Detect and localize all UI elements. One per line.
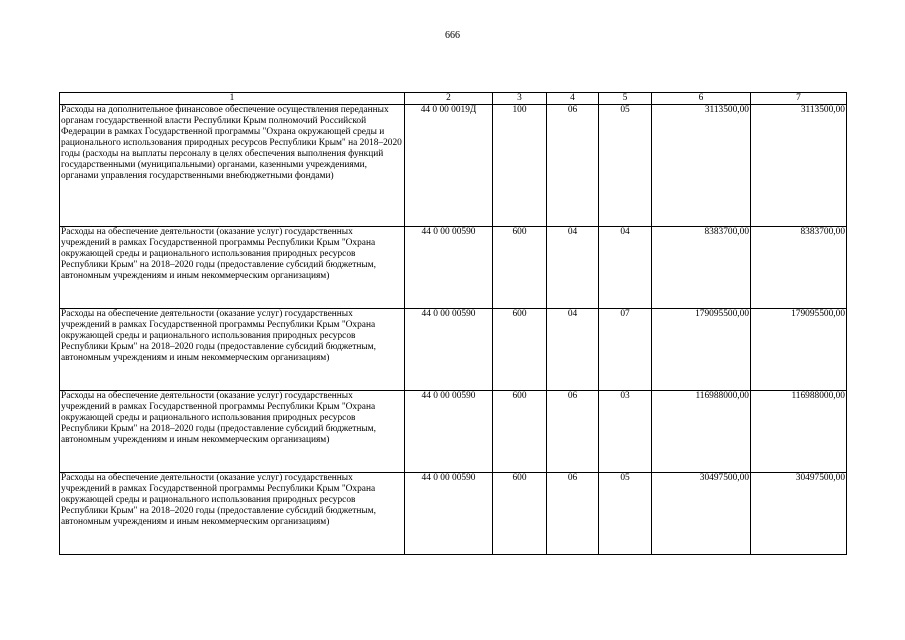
- header-row: [60, 93, 847, 105]
- section-code: 04: [547, 227, 599, 309]
- column-header: 3: [493, 93, 547, 105]
- amount-col6: 8383700,00: [652, 227, 751, 309]
- column-header: 5: [599, 93, 652, 105]
- subsection-code: 03: [599, 391, 652, 473]
- target-code: 44 0 00 00590: [405, 391, 493, 473]
- expense-type: 600: [493, 227, 547, 309]
- section-code: 06: [547, 105, 599, 227]
- subsection-code: 07: [599, 309, 652, 391]
- target-code: 44 0 00 00590: [405, 309, 493, 391]
- row-description: Расходы на обеспечение деятельности (оказание услуг) государственных учреждений в рамках Государственной программы Республики Крым "Охрана окружающей среды и рационального использования природных ресурсов Республики Крым" на 2018–2020 годы (предоставление субсидий бюджетным, автономным учреждениям и иным некоммерческим организациям): [60, 473, 405, 555]
- subsection-code: 04: [599, 227, 652, 309]
- table-row: [60, 391, 847, 473]
- table-row: [60, 309, 847, 391]
- row-description: Расходы на обеспечение деятельности (оказание услуг) государственных учреждений в рамках Государственной программы Республики Крым "Охрана окружающей среды и рационального использования природных ресурсов Республики Крым" на 2018–2020 годы (предоставление субсидий бюджетным, автономным учреждениям и иным некоммерческим организациям): [60, 309, 405, 391]
- amount-col6: 30497500,00: [652, 473, 751, 555]
- amount-col6: 3113500,00: [652, 105, 751, 227]
- section-code: 04: [547, 309, 599, 391]
- section-code: 06: [547, 391, 599, 473]
- target-code: 44 0 00 00590: [405, 473, 493, 555]
- target-code: 44 0 00 00590: [405, 227, 493, 309]
- expense-type: 600: [493, 391, 547, 473]
- amount-col7: 30497500,00: [751, 473, 847, 555]
- subsection-code: 05: [599, 105, 652, 227]
- expense-type: 600: [493, 473, 547, 555]
- amount-col6: 179095500,00: [652, 309, 751, 391]
- target-code: 44 0 00 0019Д: [405, 105, 493, 227]
- amount-col7: 116988000,00: [751, 391, 847, 473]
- amount-col7: 179095500,00: [751, 309, 847, 391]
- column-header: 1: [60, 93, 405, 105]
- expense-type: 600: [493, 309, 547, 391]
- amount-col7: 8383700,00: [751, 227, 847, 309]
- subsection-code: 05: [599, 473, 652, 555]
- expense-type: 100: [493, 105, 547, 227]
- column-header: 2: [405, 93, 493, 105]
- page-number: 666: [445, 30, 460, 41]
- row-description: Расходы на дополнительное финансовое обеспечение осуществления переданных органам государственной власти Республики Крым полномочий Российской Федерации в рамках Государственной программы "Охрана окружающей среды и рационального использования природных ресурсов Республики Крым" на 2018–2020 годы (расходы на выплаты персоналу в целях обеспечения выполнения функций государственными (муниципальными) органами, казенными учреждениями, органами управления государственными внебюджетными фондами): [60, 105, 405, 227]
- table-row: [60, 227, 847, 309]
- column-header: 7: [751, 93, 847, 105]
- row-description: Расходы на обеспечение деятельности (оказание услуг) государственных учреждений в рамках Государственной программы Республики Крым "Охрана окружающей среды и рационального использования природных ресурсов Республики Крым" на 2018–2020 годы (предоставление субсидий бюджетным, автономным учреждениям и иным некоммерческим организациям): [60, 227, 405, 309]
- budget-table: [59, 92, 847, 555]
- table-row: [60, 105, 847, 227]
- amount-col6: 116988000,00: [652, 391, 751, 473]
- column-header: 6: [652, 93, 751, 105]
- amount-col7: 3113500,00: [751, 105, 847, 227]
- section-code: 06: [547, 473, 599, 555]
- column-header: 4: [547, 93, 599, 105]
- table-row: [60, 473, 847, 555]
- row-description: Расходы на обеспечение деятельности (оказание услуг) государственных учреждений в рамках Государственной программы Республики Крым "Охрана окружающей среды и рационального использования природных ресурсов Республики Крым" на 2018–2020 годы (предоставление субсидий бюджетным, автономным учреждениям и иным некоммерческим организациям): [60, 391, 405, 473]
